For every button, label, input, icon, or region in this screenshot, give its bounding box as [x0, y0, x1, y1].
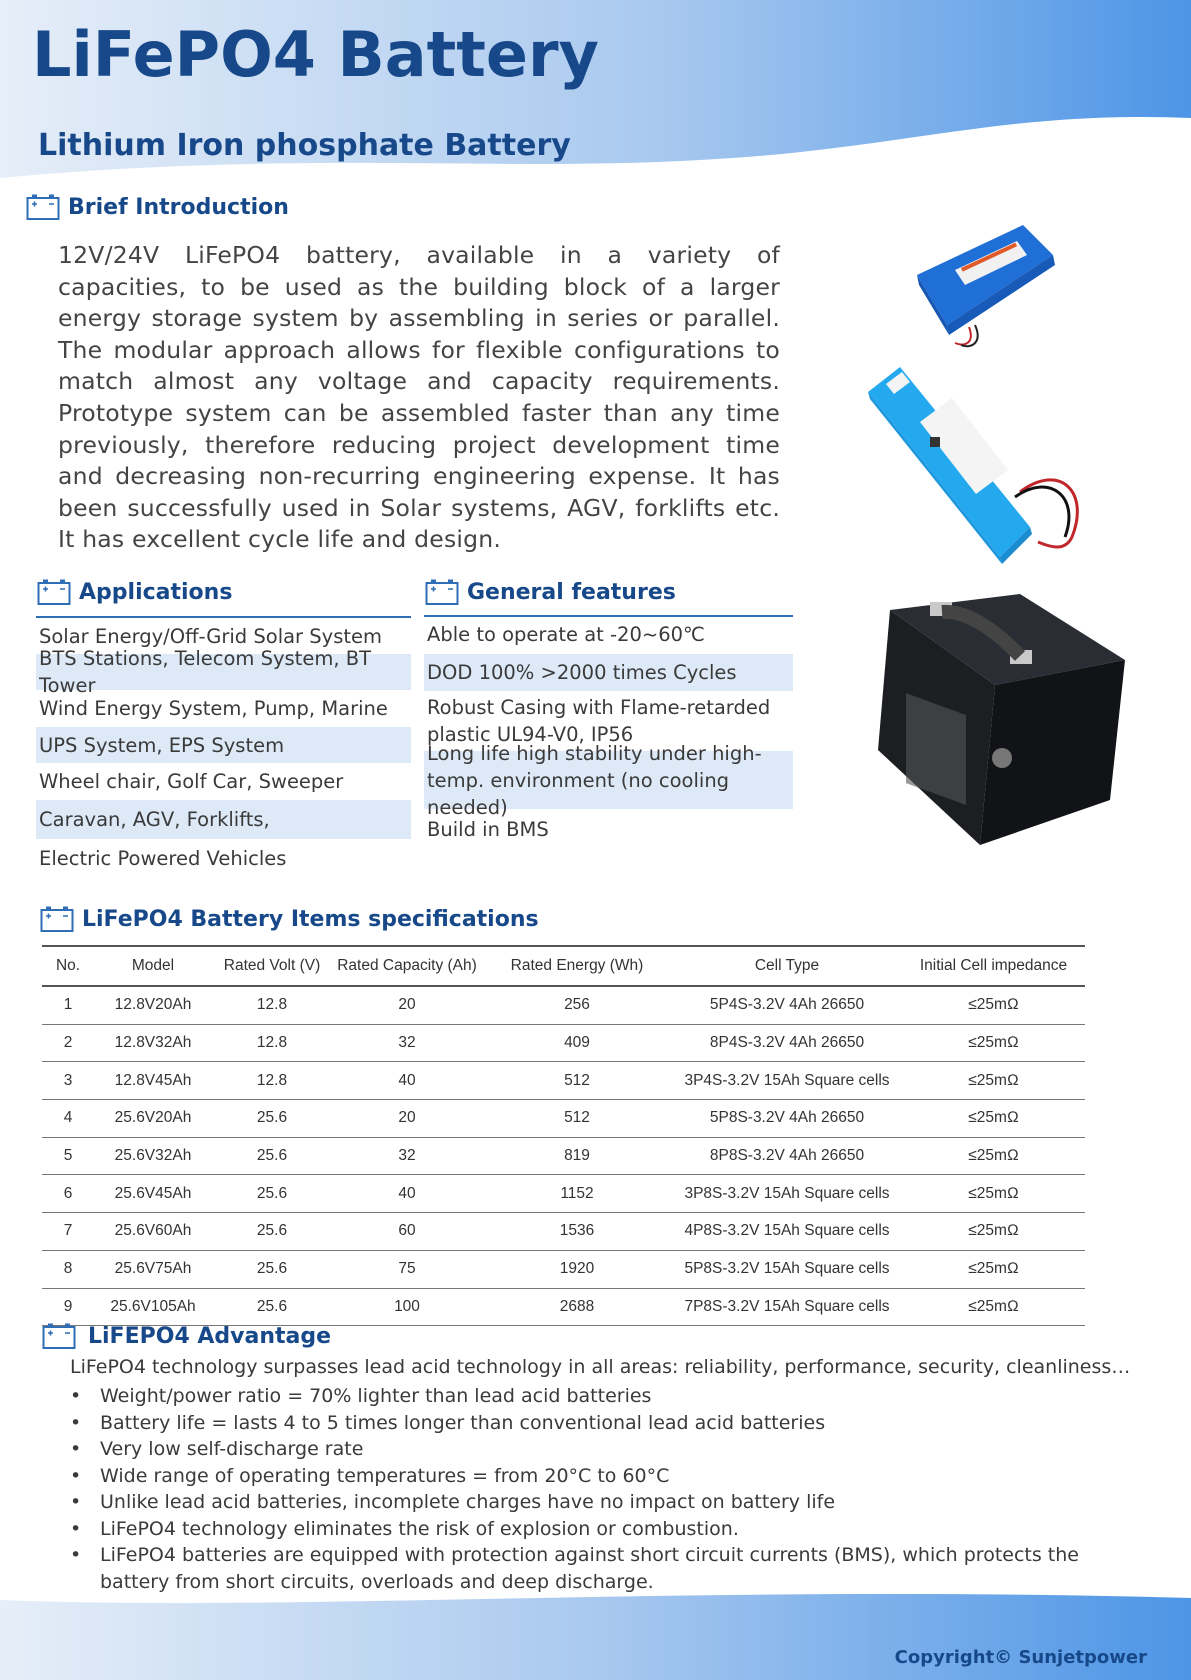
table-row — [42, 986, 1085, 1024]
table-cell: ≤25mΩ — [902, 1137, 1085, 1175]
table-cell: 2 — [42, 1024, 94, 1062]
battery-box-photo — [870, 590, 1135, 850]
table-row — [42, 1100, 1085, 1138]
battery-icon — [42, 1322, 76, 1350]
table-row — [42, 1062, 1085, 1100]
battery-pack-photo-large — [860, 362, 1100, 577]
list-item: • Battery life = lasts 4 to 5 times longer than conventional lead acid batteries — [70, 1410, 1130, 1437]
list-item: DOD 100% >2000 times Cycles — [424, 654, 793, 691]
table-cell: 9 — [42, 1288, 94, 1326]
table-cell: 60 — [332, 1213, 482, 1251]
table-cell: ≤25mΩ — [902, 1213, 1085, 1251]
page-title: LiFePO4 Battery — [32, 18, 599, 91]
table-cell: 3P8S-3.2V 15Ah Square cells — [672, 1175, 902, 1213]
features-list — [424, 617, 793, 847]
list-item: Build in BMS — [427, 817, 549, 841]
table-cell: ≤25mΩ — [902, 1288, 1085, 1326]
list-item: Caravan, AGV, Forklifts, — [36, 800, 411, 839]
table-row — [42, 1024, 1085, 1062]
table-cell: 25.6V20Ah — [94, 1100, 212, 1138]
table-cell: 5P4S-3.2V 4Ah 26650 — [672, 986, 902, 1024]
table-cell: 819 — [482, 1137, 672, 1175]
table-cell: ≤25mΩ — [902, 1100, 1085, 1138]
table-cell: 512 — [482, 1062, 672, 1100]
table-cell: 12.8 — [212, 1024, 332, 1062]
table-cell: ≤25mΩ — [902, 986, 1085, 1024]
table-cell: 12.8 — [212, 986, 332, 1024]
table-cell: 25.6V60Ah — [94, 1213, 212, 1251]
table-cell: 32 — [332, 1024, 482, 1062]
list-item: • Wide range of operating temperatures = from 20°C to 60°C — [70, 1463, 1130, 1490]
table-cell: 75 — [332, 1250, 482, 1288]
table-cell: 25.6 — [212, 1250, 332, 1288]
table-cell: 8P4S-3.2V 4Ah 26650 — [672, 1024, 902, 1062]
table-cell: 1536 — [482, 1213, 672, 1251]
table-cell: 20 — [332, 986, 482, 1024]
list-item: Wind Energy System, Pump, Marine — [39, 697, 388, 720]
table-cell: 3P4S-3.2V 15Ah Square cells — [672, 1062, 902, 1100]
column-header: No. — [42, 946, 94, 986]
table-header-row — [42, 946, 1085, 986]
table-cell: 25.6 — [212, 1213, 332, 1251]
table-cell: 3 — [42, 1062, 94, 1100]
list-item: Long life high stability under high-temp. environment (no cooling needed) — [424, 751, 793, 809]
page-subtitle: Lithium Iron phosphate Battery — [38, 128, 571, 163]
list-item: • Unlike lead acid batteries, incomplete charges have no impact on battery life — [70, 1489, 1130, 1516]
table-cell: 40 — [332, 1062, 482, 1100]
table-cell: 5 — [42, 1137, 94, 1175]
specs-heading-label: LiFePO4 Battery Items specifications — [82, 906, 539, 932]
list-item: • Very low self-discharge rate — [70, 1436, 1130, 1463]
battery-pack-photo-small — [905, 215, 1065, 350]
table-cell: 40 — [332, 1175, 482, 1213]
table-row — [42, 1175, 1085, 1213]
table-cell: 20 — [332, 1100, 482, 1138]
table-cell: 12.8V32Ah — [94, 1024, 212, 1062]
table-cell: 6 — [42, 1175, 94, 1213]
table-cell: 8P8S-3.2V 4Ah 26650 — [672, 1137, 902, 1175]
table-cell: 1920 — [482, 1250, 672, 1288]
table-cell: 25.6V75Ah — [94, 1250, 212, 1288]
list-item: • LiFePO4 technology eliminates the risk of explosion or combustion. — [70, 1516, 1130, 1543]
table-cell: 409 — [482, 1024, 672, 1062]
table-cell: 25.6V45Ah — [94, 1175, 212, 1213]
specs-heading — [40, 905, 539, 933]
table-cell: 4P8S-3.2V 15Ah Square cells — [672, 1213, 902, 1251]
column-header: Model — [94, 946, 212, 986]
features-heading-label: General features — [467, 579, 676, 605]
column-header: Cell Type — [672, 946, 902, 986]
battery-icon — [425, 578, 459, 606]
column-header: Rated Volt (V) — [212, 946, 332, 986]
column-header: Initial Cell impedance — [902, 946, 1085, 986]
list-item: • LiFePO4 batteries are equipped with protection against short circuit currents (BMS), which protects the battery from short circuits, overloads and deep discharge. — [70, 1542, 1130, 1595]
advantage-list — [70, 1383, 1130, 1595]
advantage-heading — [42, 1322, 331, 1350]
table-cell: 1152 — [482, 1175, 672, 1213]
list-item: BTS Stations, Telecom System, BT Tower — [36, 654, 411, 690]
list-item: Able to operate at -20~60℃ — [427, 623, 705, 646]
table-cell: 25.6V32Ah — [94, 1137, 212, 1175]
table-row — [42, 1137, 1085, 1175]
table-cell: 25.6 — [212, 1137, 332, 1175]
table-cell: 256 — [482, 986, 672, 1024]
table-cell: 25.6 — [212, 1175, 332, 1213]
table-cell: 1 — [42, 986, 94, 1024]
table-row — [42, 1213, 1085, 1251]
column-header: Rated Energy (Wh) — [482, 946, 672, 986]
battery-icon — [37, 578, 71, 606]
intro-heading — [26, 193, 289, 221]
table-cell: 32 — [332, 1137, 482, 1175]
advantage-heading-label: LiFEPO4 Advantage — [88, 1323, 332, 1349]
intro-text: 12V/24V LiFePO4 battery, available in a variety of capacities, to be used as the building block of a larger energy storage system by assembling in series or parallel. The modular approach allows for flexible configurations to match almost any voltage and capacity requirements. Prototype system can be assembled faster than any time previously, therefore reducing project development time and decreasing non-recurring engineering expense. It has been successfully used in Solar systems, AGV, forklifts etc. It has excellent cycle life and design. — [58, 241, 780, 554]
features-heading — [425, 578, 676, 606]
table-cell: 12.8V20Ah — [94, 986, 212, 1024]
table-cell: 8 — [42, 1250, 94, 1288]
table-cell: 2688 — [482, 1288, 672, 1326]
list-item: Electric Powered Vehicles — [39, 846, 287, 870]
table-cell: 5P8S-3.2V 15Ah Square cells — [672, 1250, 902, 1288]
applications-heading-label: Applications — [79, 579, 233, 605]
list-item: Solar Energy/Off-Grid Solar System — [39, 625, 382, 648]
applications-rule — [36, 616, 411, 618]
list-item: Robust Casing with Flame-retarded plastic UL94-V0, IP56 — [427, 696, 771, 746]
table-cell: ≤25mΩ — [902, 1175, 1085, 1213]
specs-table — [42, 945, 1085, 1326]
table-cell: 12.8 — [212, 1062, 332, 1100]
table-cell: ≤25mΩ — [902, 1024, 1085, 1062]
table-cell: 7P8S-3.2V 15Ah Square cells — [672, 1288, 902, 1326]
table-cell: ≤25mΩ — [902, 1062, 1085, 1100]
table-row — [42, 1250, 1085, 1288]
table-cell: 25.6V105Ah — [94, 1288, 212, 1326]
table-cell: ≤25mΩ — [902, 1250, 1085, 1288]
column-header: Rated Capacity (Ah) — [332, 946, 482, 986]
applications-heading — [37, 578, 232, 606]
table-cell: 4 — [42, 1100, 94, 1138]
table-cell: 100 — [332, 1288, 482, 1326]
applications-list — [36, 619, 411, 877]
table-cell: 12.8V45Ah — [94, 1062, 212, 1100]
copyright-text: Copyright© Sunjetpower — [894, 1647, 1147, 1668]
table-cell: 512 — [482, 1100, 672, 1138]
list-item: • Weight/power ratio = 70% lighter than lead acid batteries — [70, 1383, 1130, 1410]
table-cell: 7 — [42, 1213, 94, 1251]
list-item: UPS System, EPS System — [36, 727, 411, 763]
battery-icon — [40, 905, 74, 933]
intro-heading-label: Brief Introduction — [68, 194, 289, 220]
table-cell: 5P8S-3.2V 4Ah 26650 — [672, 1100, 902, 1138]
table-row — [42, 1288, 1085, 1326]
list-item: Wheel chair, Golf Car, Sweeper — [39, 770, 344, 793]
table-cell: 25.6 — [212, 1288, 332, 1326]
advantage-intro: LiFePO4 technology surpasses lead acid technology in all areas: reliability, performance, security, cleanliness… — [70, 1356, 1131, 1378]
battery-icon — [26, 193, 60, 221]
table-cell: 25.6 — [212, 1100, 332, 1138]
